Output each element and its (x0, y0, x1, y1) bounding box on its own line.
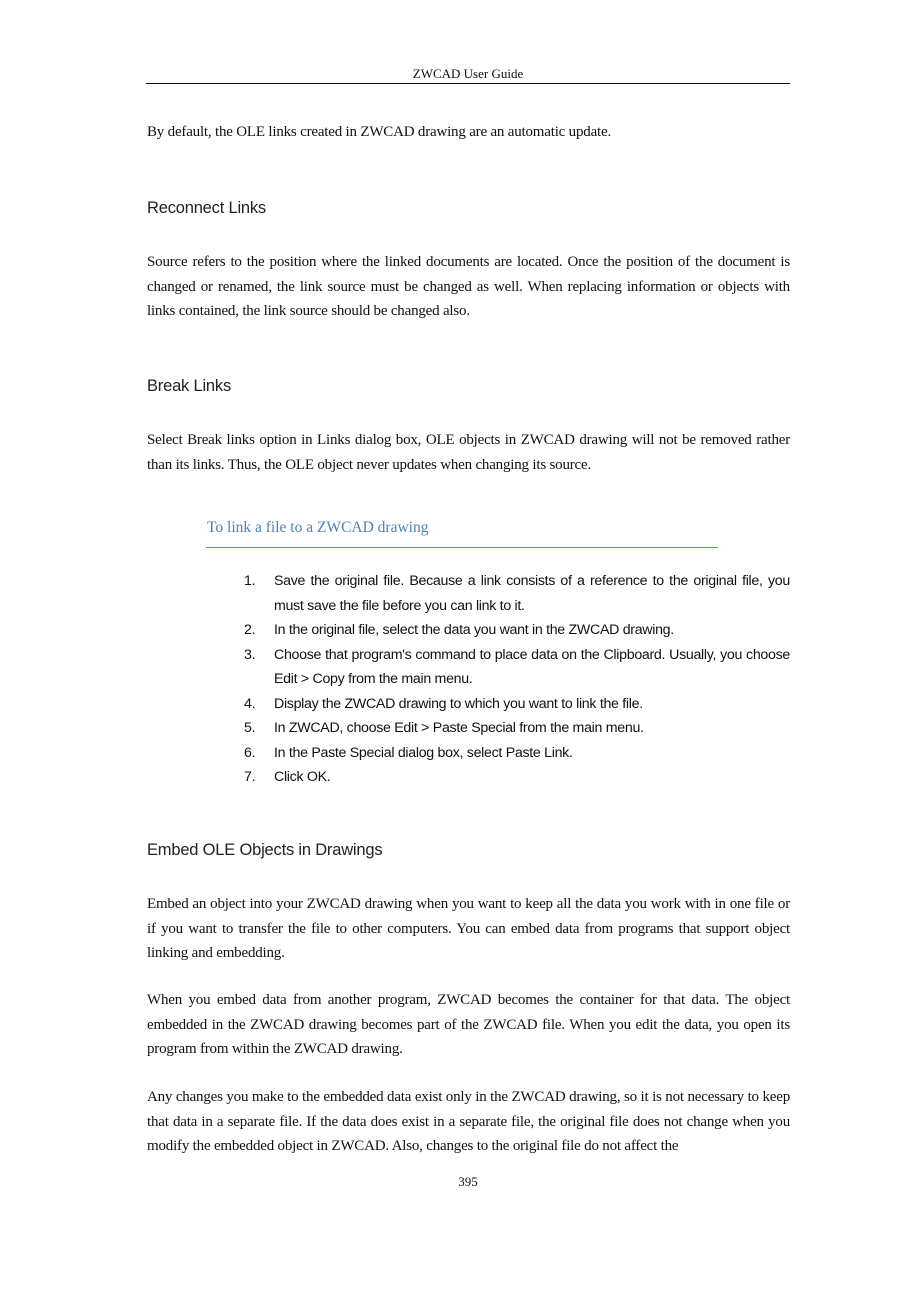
reconnect-links-paragraph: Source refers to the position where the linked documents are located. Once the position of the document is changed or renamed, the link source must be changed as well. When replacing information or objects with links contained, the link source should be changed also. (147, 254, 790, 319)
heading-reconnect-links: Reconnect Links (147, 199, 266, 217)
procedure-step (244, 765, 790, 790)
embed-paragraph-2: When you embed data from another program, ZWCAD becomes the container for that data. The object embedded in the ZWCAD drawing becomes part of the ZWCAD file. When you edit the data, you open its program from within the ZWCAD drawing. (147, 992, 790, 1057)
step-number: 4. (244, 695, 256, 712)
step-text: In the Paste Special dialog box, select Paste Link. (274, 744, 573, 761)
embed-paragraph-1: Embed an object into your ZWCAD drawing when you want to keep all the data you work with in one file or if you want to transfer the file to other computers. You can embed data from programs that support object linking and embedding. (147, 896, 790, 961)
procedure-step (244, 569, 790, 618)
procedure-title: To link a file to a ZWCAD drawing (207, 519, 429, 536)
step-text: Save the original file. Because a link consists of a reference to the original file, you must save the file before you can link to it. (274, 573, 790, 614)
step-number: 1. (244, 573, 256, 589)
embed-paragraph-3: Any changes you make to the embedded data exist only in the ZWCAD drawing, so it is not necessary to keep that data in a separate file. If the data does exist in a separate file, the original file does not change when you modify the embedded object in ZWCAD. Also, changes to the original file do not affect the (147, 1089, 790, 1154)
running-header: ZWCAD User Guide (412, 66, 524, 81)
procedure-steps-list (244, 569, 790, 790)
procedure-step (244, 716, 790, 741)
step-number: 5. (244, 720, 256, 736)
procedure-step (244, 643, 790, 692)
step-text: Display the ZWCAD drawing to which you want to link the file. (274, 695, 643, 712)
procedure-step (244, 741, 790, 766)
step-text: In ZWCAD, choose Edit > Paste Special from the main menu. (274, 720, 644, 736)
heading-embed-ole-objects: Embed OLE Objects in Drawings (147, 841, 383, 859)
page-number: 395 (458, 1174, 478, 1189)
step-number: 2. (244, 622, 256, 638)
step-text: In the original file, select the data you want in the ZWCAD drawing. (274, 622, 674, 638)
procedure-step (244, 692, 790, 717)
procedure-title-underline (206, 547, 718, 548)
step-number: 6. (244, 744, 256, 761)
header-divider (146, 83, 790, 84)
break-links-paragraph: Select Break links option in Links dialog box, OLE objects in ZWCAD drawing will not be removed rather than its links. Thus, the OLE object never updates when changing its source. (147, 432, 790, 473)
step-text: Choose that program's command to place data on the Clipboard. Usually, you choose Edit > Copy from the main menu. (274, 646, 790, 687)
heading-break-links: Break Links (147, 377, 232, 395)
step-text: Click OK. (274, 769, 331, 785)
procedure-step (244, 618, 790, 643)
step-number: 7. (244, 769, 256, 785)
intro-paragraph: By default, the OLE links created in ZWCAD drawing are an automatic update. (147, 124, 612, 140)
step-number: 3. (244, 646, 256, 663)
